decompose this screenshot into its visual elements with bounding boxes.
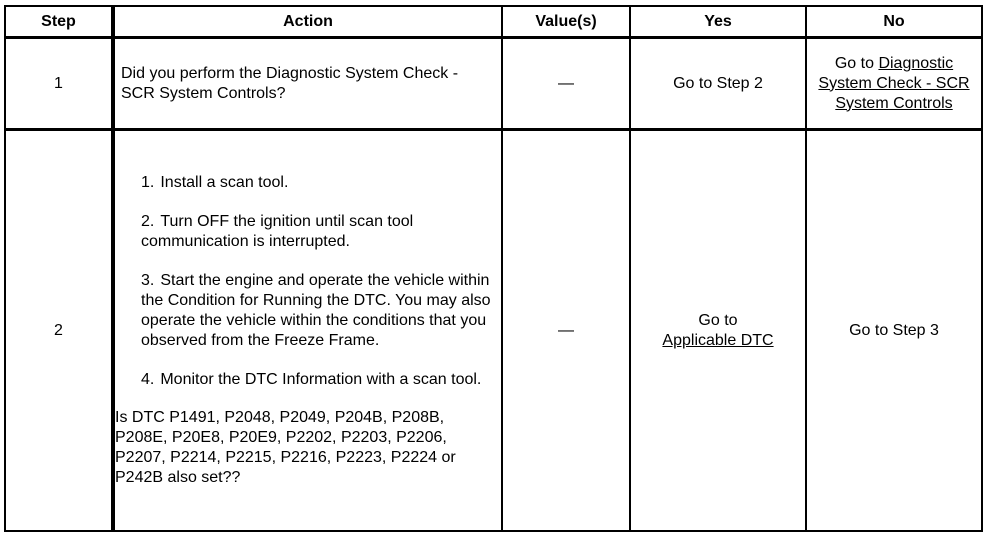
action-cell [113,38,502,130]
action-text: Did you perform the Diagnostic System Check - SCR System Controls? [121,64,459,102]
step-number: 1 [5,38,113,130]
no-cell: Go to Step 3 [806,130,982,532]
list-item: 2. Turn OFF the ignition until scan tool communication is interrupted. [141,213,414,250]
yes-cell [630,130,806,532]
header-step: Step [5,6,113,38]
no-prefix: Go to [834,54,879,72]
action-cell [113,130,502,532]
diagnostic-table [4,5,983,532]
yes-cell: Go to Step 2 [630,38,806,130]
value-cell [502,130,630,532]
value-dash: — [558,74,574,92]
list-item: 4. Monitor the DTC Information with a scan tool. [141,371,482,388]
table-row [5,38,982,130]
header-action: Action [113,6,502,38]
header-yes: Yes [630,6,806,38]
diagnostic-system-check-link[interactable]: Diagnostic System Check - SCR System Controls [818,54,970,112]
step-number: 2 [5,130,113,532]
table-row [5,130,982,532]
substep-list [115,173,501,390]
applicable-dtc-link[interactable]: Applicable DTC [662,331,774,349]
header-no: No [806,6,982,38]
value-dash: — [558,321,574,339]
list-item: 3. Start the engine and operate the vehicle within the Condition for Running the DTC. You may also operate the vehicle within the conditions that you observed from the Freeze Frame. [141,272,491,349]
no-cell [806,38,982,130]
value-cell [502,38,630,130]
header-values: Value(s) [502,6,630,38]
yes-prefix: Go to [698,311,738,329]
list-item: 1. Install a scan tool. [141,174,289,191]
header-row [5,6,982,38]
dtc-question: Is DTC P1491, P2048, P2049, P204B, P208B, P208E, P20E8, P20E9, P2202, P2203, P2206, P2207, P2214, P2215, P2216, P2223, P2224 or P242B also set?? [115,409,456,486]
